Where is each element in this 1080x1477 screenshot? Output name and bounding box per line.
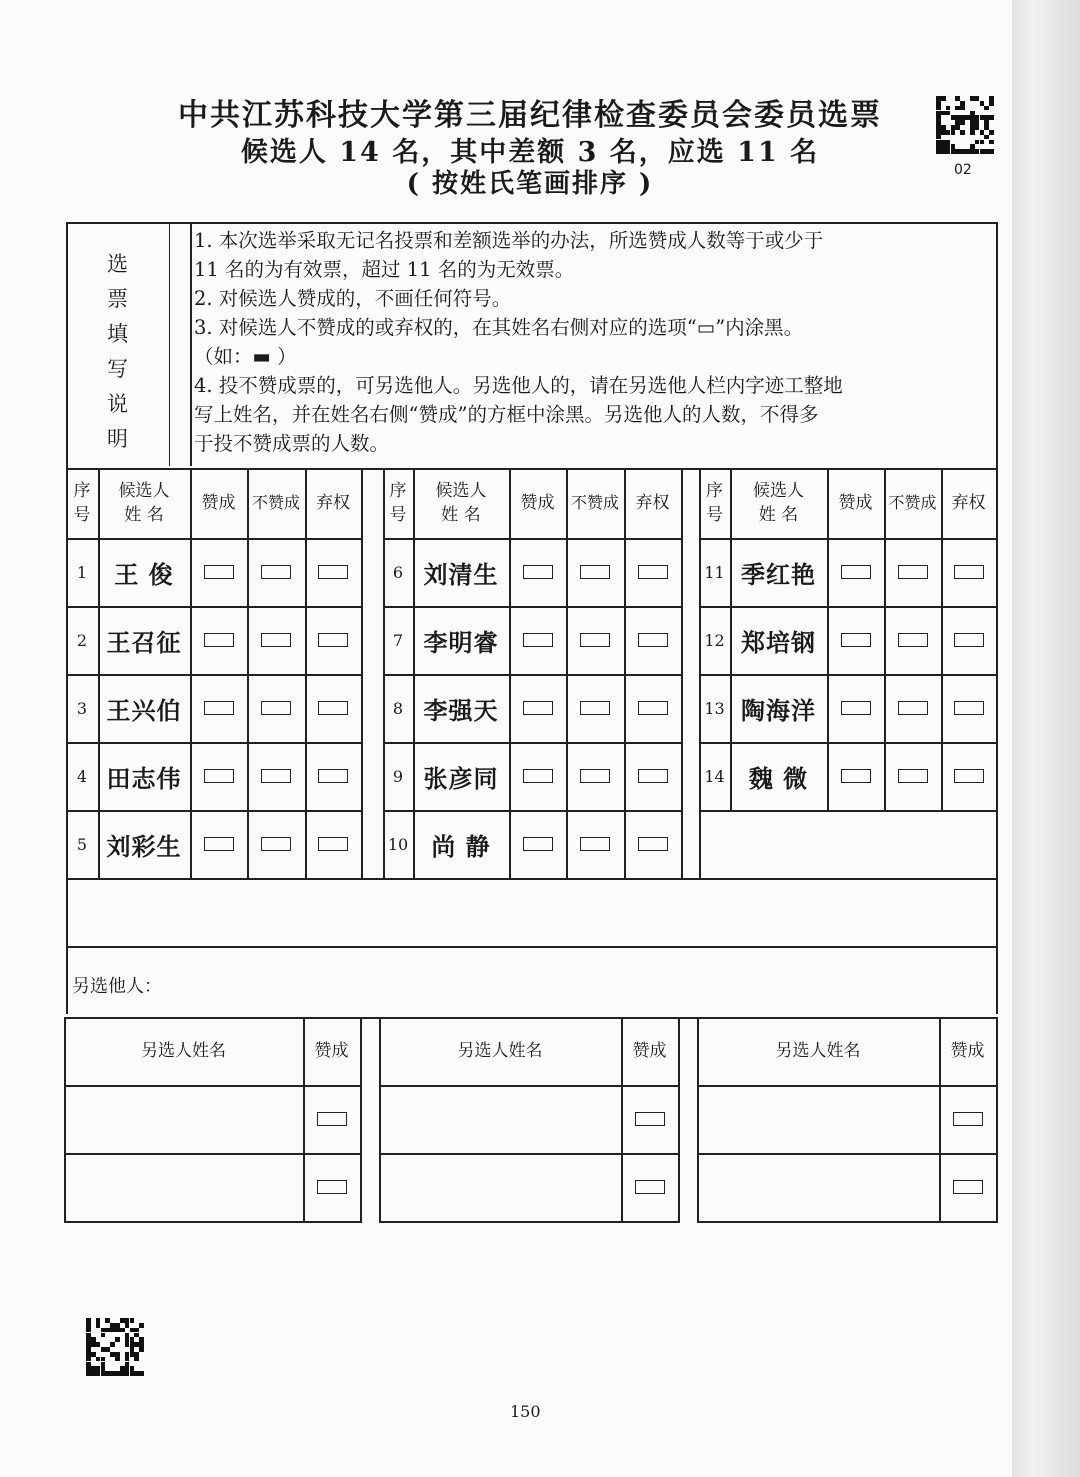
instruction-line: （如：▬ ） — [194, 345, 297, 368]
qr-module — [960, 106, 965, 111]
approve-checkbox[interactable] — [523, 837, 553, 851]
qr-module — [989, 140, 994, 145]
disapprove-checkbox[interactable] — [580, 837, 610, 851]
header-seq — [383, 468, 413, 538]
qr-module — [115, 1357, 120, 1362]
instruction-line: 1. 本次选举采取无记名投票和差额选举的办法，所选赞成人数等于或少于 — [194, 229, 824, 252]
other-group-right-rule — [678, 1017, 680, 1221]
ballot-subtitle: 候选人 14 名，其中差额 3 名，应选 11 名 — [240, 137, 820, 168]
other-approve-header: 赞成 — [950, 1041, 985, 1061]
header-name — [98, 468, 190, 538]
header-name-line: 姓 名 — [441, 505, 481, 525]
candidate-number: 5 — [76, 834, 88, 854]
candidate-number: 10 — [387, 834, 409, 854]
approve-checkbox[interactable] — [841, 565, 871, 579]
other-name-field[interactable] — [67, 1156, 300, 1218]
ballot-sort-note: ( 按姓氏笔画排序 ) — [406, 169, 654, 199]
abstain-checkbox[interactable] — [318, 769, 348, 783]
other-bottom-rule — [379, 1221, 680, 1223]
disapprove-checkbox[interactable] — [898, 633, 928, 647]
qr-code-bottom — [86, 1318, 144, 1376]
header-name-line: 候选人 — [435, 481, 487, 501]
approve-checkbox[interactable] — [841, 769, 871, 783]
header-name — [413, 468, 509, 538]
candidate-number: 1 — [76, 562, 88, 582]
approve-checkbox[interactable] — [523, 633, 553, 647]
header-seq — [699, 468, 730, 538]
abstain-checkbox[interactable] — [954, 633, 984, 647]
band-left-rule — [66, 878, 68, 946]
qr-code-top — [936, 96, 994, 154]
instruction-line: 于投不赞成票的人数。 — [194, 432, 390, 455]
other-approve-checkbox[interactable] — [317, 1112, 347, 1126]
candidate-number: 14 — [704, 766, 725, 786]
header-seq-char: 号 — [706, 505, 723, 525]
qr-module — [989, 115, 994, 120]
abstain-checkbox[interactable] — [318, 837, 348, 851]
approve-checkbox[interactable] — [523, 769, 553, 783]
header-name-line: 姓 名 — [758, 505, 799, 525]
header-name-line: 候选人 — [753, 481, 804, 501]
header-name-line: 姓 名 — [124, 505, 164, 525]
header-seq-char: 序 — [73, 481, 91, 501]
candidate-name: 郑培钢 — [741, 627, 816, 657]
candidate-name: 李明睿 — [423, 627, 499, 657]
page-number: 150 — [510, 1402, 541, 1421]
other-name-field[interactable] — [382, 1156, 618, 1218]
candidate-name: 季红艳 — [741, 559, 816, 589]
instructions-label-char: 票 — [107, 287, 128, 311]
qr-module — [139, 1347, 144, 1352]
header-seq-char: 号 — [389, 505, 407, 525]
qr-module — [115, 1337, 120, 1342]
header-seq-char: 序 — [389, 481, 407, 501]
disapprove-checkbox[interactable] — [261, 769, 291, 783]
candidate-name: 李强天 — [423, 695, 499, 725]
instructions-label-char: 写 — [107, 357, 128, 381]
abstain-checkbox[interactable] — [318, 565, 348, 579]
disapprove-checkbox[interactable] — [580, 769, 610, 783]
header-approve: 赞成 — [520, 493, 555, 513]
candidate-number: 9 — [392, 766, 404, 786]
other-approve-checkbox[interactable] — [317, 1180, 347, 1194]
qr-module — [970, 130, 975, 135]
qr-module — [110, 1342, 115, 1347]
instructions-label-char: 选 — [107, 252, 128, 276]
abstain-checkbox[interactable] — [638, 769, 668, 783]
disapprove-checkbox[interactable] — [580, 701, 610, 715]
instructions-text — [194, 226, 992, 458]
table-column-rule — [996, 468, 998, 878]
page-edge-shadow — [1012, 0, 1080, 1477]
header-disapprove: 不赞成 — [888, 493, 937, 512]
header-disapprove: 不赞成 — [570, 493, 619, 512]
qr-module — [101, 1333, 106, 1338]
block-separator-rule — [361, 468, 363, 878]
instructions-label-char: 明 — [107, 427, 128, 451]
other-bottom-rule — [64, 1221, 362, 1223]
candidate-number: 7 — [392, 630, 404, 650]
header-abstain: 弃权 — [635, 493, 670, 513]
candidate-name: 田志伟 — [106, 763, 182, 793]
other-approve-checkbox[interactable] — [635, 1180, 665, 1194]
approve-checkbox[interactable] — [204, 837, 234, 851]
candidate-name: 张彦同 — [423, 763, 499, 793]
other-group-right-rule — [996, 1017, 998, 1221]
disapprove-checkbox[interactable] — [261, 837, 291, 851]
abstain-checkbox[interactable] — [638, 701, 668, 715]
disapprove-checkbox[interactable] — [898, 769, 928, 783]
approve-checkbox[interactable] — [204, 565, 234, 579]
candidate-number: 6 — [392, 562, 404, 582]
qr-module — [989, 130, 994, 135]
qr-module — [941, 96, 946, 101]
disapprove-checkbox[interactable] — [898, 565, 928, 579]
approve-checkbox[interactable] — [204, 769, 234, 783]
header-name — [730, 468, 827, 538]
approve-checkbox[interactable] — [841, 701, 871, 715]
other-name-field[interactable] — [67, 1088, 300, 1150]
candidate-number: 4 — [76, 766, 88, 786]
candidate-name: 王召征 — [106, 627, 182, 657]
other-header-rule — [379, 1085, 678, 1087]
instructions-divider — [190, 222, 192, 466]
candidate-name: 王兴伯 — [106, 695, 182, 725]
other-candidates-label: 另选他人： — [72, 976, 162, 997]
approve-checkbox[interactable] — [204, 633, 234, 647]
other-approve-checkbox[interactable] — [953, 1180, 983, 1194]
other-header-rule — [697, 1085, 996, 1087]
disapprove-checkbox[interactable] — [580, 565, 610, 579]
other-approve-header: 赞成 — [632, 1041, 667, 1061]
candidate-number: 2 — [76, 630, 88, 650]
other-name-field[interactable] — [700, 1088, 936, 1150]
candidate-name: 刘彩生 — [106, 831, 182, 861]
header-seq-char: 序 — [706, 481, 723, 501]
other-name-header: 另选人姓名 — [775, 1041, 861, 1061]
disapprove-checkbox[interactable] — [580, 633, 610, 647]
other-name-field[interactable] — [382, 1088, 618, 1150]
approve-checkbox[interactable] — [841, 633, 871, 647]
abstain-checkbox[interactable] — [318, 633, 348, 647]
instructions-label — [66, 222, 170, 466]
other-row-rule — [379, 1153, 678, 1155]
other-approve-checkbox[interactable] — [635, 1112, 665, 1126]
row-rule — [383, 878, 681, 880]
abstain-checkbox[interactable] — [954, 701, 984, 715]
abstain-checkbox[interactable] — [318, 701, 348, 715]
qr-module — [989, 101, 994, 106]
abstain-checkbox[interactable] — [638, 633, 668, 647]
candidate-name: 陶海洋 — [741, 695, 816, 725]
candidate-number: 13 — [704, 698, 725, 718]
candidate-name: 魏 微 — [748, 763, 809, 793]
row-rule — [66, 878, 361, 880]
abstain-checkbox[interactable] — [638, 837, 668, 851]
header-abstain: 弃权 — [316, 493, 350, 513]
instruction-line: 11 名的为有效票，超过 11 名的为无效票。 — [194, 258, 575, 281]
qr-module — [130, 1318, 135, 1323]
candidate-number: 11 — [704, 562, 725, 582]
band-bottom-rule — [66, 946, 998, 948]
abstain-checkbox[interactable] — [954, 565, 984, 579]
corner-code: 02 — [954, 162, 972, 178]
header-seq-char: 号 — [73, 505, 91, 525]
instructions-label-char: 填 — [107, 322, 128, 346]
disapprove-checkbox[interactable] — [261, 701, 291, 715]
candidate-number: 8 — [392, 698, 404, 718]
instruction-line: 3. 对候选人不赞成的或弃权的，在其姓名右侧对应的选项“▭”内涂黑。 — [194, 316, 804, 339]
header-approve: 赞成 — [838, 493, 873, 513]
disapprove-checkbox[interactable] — [261, 565, 291, 579]
candidate-number: 3 — [76, 698, 88, 718]
qr-module — [139, 1371, 144, 1376]
instruction-line: 4. 投不赞成票的，可另选他人。另选他人的，请在另选他人栏内字迹工整地 — [194, 374, 843, 397]
instruction-line: 写上姓名，并在姓名右侧“赞成”的方框中涂黑。另选他人的人数，不得多 — [194, 403, 819, 426]
approve-checkbox[interactable] — [523, 701, 553, 715]
candidate-number: 12 — [704, 630, 725, 650]
other-row-rule — [697, 1153, 996, 1155]
qr-module — [984, 106, 989, 111]
abstain-checkbox[interactable] — [638, 565, 668, 579]
candidate-name: 尚 静 — [431, 831, 491, 861]
header-seq — [66, 468, 98, 538]
qr-module — [951, 130, 956, 135]
abstain-checkbox[interactable] — [954, 769, 984, 783]
empty-row-area — [701, 812, 996, 878]
band-left-rule — [66, 946, 68, 1014]
other-name-field[interactable] — [700, 1156, 936, 1218]
qr-module — [980, 140, 985, 145]
other-bottom-rule — [697, 1221, 998, 1223]
other-name-header: 另选人姓名 — [457, 1041, 543, 1061]
header-approve: 赞成 — [201, 493, 236, 513]
qr-module — [134, 1357, 139, 1362]
qr-module — [139, 1323, 144, 1328]
instruction-line: 2. 对候选人赞成的，不画任何符号。 — [194, 287, 512, 310]
other-name-header: 另选人姓名 — [141, 1041, 226, 1061]
block-separator-rule — [681, 468, 683, 878]
other-row-rule — [64, 1153, 360, 1155]
ballot-title: 中共江苏科技大学第三届纪律检查委员会委员选票 — [178, 98, 882, 133]
approve-checkbox[interactable] — [204, 701, 234, 715]
header-abstain: 弃权 — [951, 493, 986, 513]
instructions-label-char: 说 — [107, 392, 128, 416]
other-header-rule — [64, 1085, 360, 1087]
approve-checkbox[interactable] — [523, 565, 553, 579]
other-approve-header: 赞成 — [314, 1041, 349, 1061]
disapprove-checkbox[interactable] — [261, 633, 291, 647]
header-disapprove: 不赞成 — [251, 493, 300, 512]
candidate-name: 王 俊 — [114, 559, 174, 589]
qr-module — [989, 149, 994, 154]
qr-module — [960, 120, 965, 125]
candidate-name: 刘清生 — [423, 559, 499, 589]
other-approve-checkbox[interactable] — [953, 1112, 983, 1126]
disapprove-checkbox[interactable] — [898, 701, 928, 715]
other-group-right-rule — [360, 1017, 362, 1221]
qr-module — [960, 130, 965, 135]
header-name-line: 候选人 — [118, 481, 170, 501]
